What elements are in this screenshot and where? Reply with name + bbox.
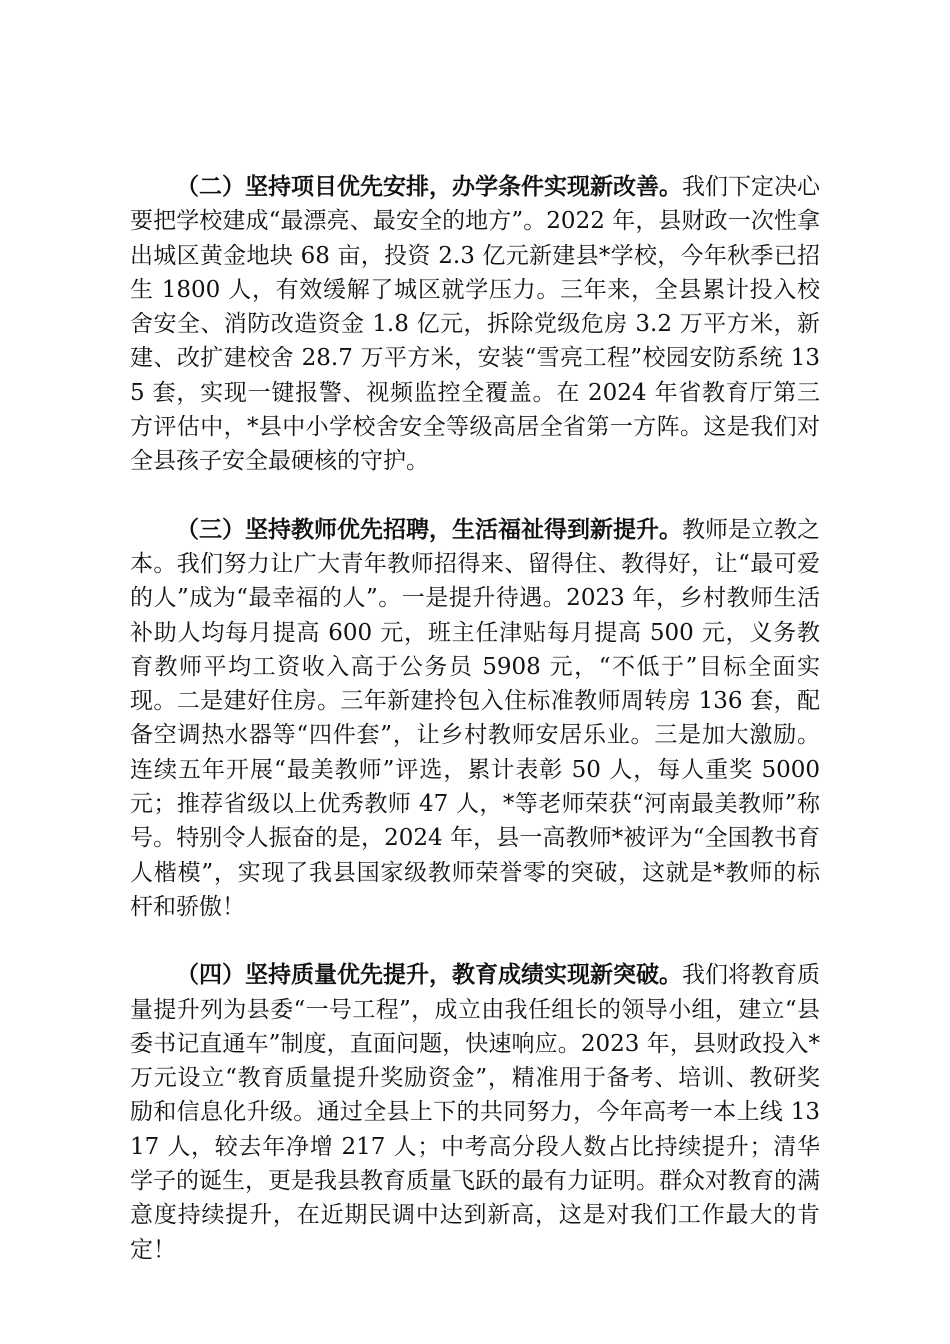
paragraph-body: 我们下定决心要把学校建成“最漂亮、最安全的地方”。2022 年，县财政一次性拿出城区黄金地块 68 亩，投资 2.3 亿元新建县*学校，今年秋季已招生 1800 人，有效缓解了城区就学压力。三年来，全县累计投入校舍安全、消防改造资金 1.8 亿元，拆除党级危房 3.2 万平方米，新建、改扩建校舍 28.7 万平方米，安装“雪亮工程”校园安防系统 135 套，实现一键报警、视频监控全覆盖。在 2024 年省教育厅第三方评估中，*县中小学校舍安全等级高居全省第一方阵。这是我们对全县孩子安全最硬核的守护。	[130, 174, 820, 475]
paragraph-teacher-priority	[130, 513, 820, 925]
paragraph-project-priority	[130, 170, 820, 479]
document-page	[130, 170, 820, 1267]
paragraph-heading: （三）坚持教师优先招聘，生活福祉得到新提升。	[176, 515, 682, 543]
paragraph-body: 我们将教育质量提升列为县委“一号工程”，成立由我任组长的领导小组，建立“县委书记直通车”制度，直面问题，快速响应。2023 年，县财政投入*万元设立“教育质量提升奖励资金”，精准用于备考、培训、教研奖励和信息化升级。通过全县上下的共同努力，今年高考一本上线 1317 人，较去年净增 217 人；中考高分段人数占比持续提升；清华学子的诞生，更是我县教育质量飞跃的最有力证明。群众对教育的满意度持续提升，在近期民调中达到新高，这是对我们工作最大的肯定！	[130, 962, 820, 1263]
paragraph-quality-priority	[130, 958, 820, 1267]
paragraph-heading: （二）坚持项目优先安排，办学条件实现新改善。	[176, 173, 682, 200]
paragraph-heading: （四）坚持质量优先提升，教育成绩实现新突破。	[176, 961, 682, 989]
paragraph-body: 教师是立教之本。我们努力让广大青年教师招得来、留得住、教得好，让“最可爱的人”成为“最幸福的人”。一是提升待遇。2023 年，乡村教师生活补助人均每月提高 600 元，班主任津贴每月提高 500 元，义务教育教师平均工资收入高于公务员 5908 元，“不低于”目标全面实现。二是建好住房。三年新建拎包入住标准教师周转房 136 套，配备空调热水器等“四件套”，让乡村教师安居乐业。三是加大激励。连续五年开展“最美教师”评选，累计表彰 50 人，每人重奖 5000 元；推荐省级以上优秀教师 47 人，*等老师荣获“河南最美教师”称号。特别令人振奋的是，2024 年，县一高教师*被评为“全国教书育人楷模”，实现了我县国家级教师荣誉零的突破，这就是*教师的标杆和骄傲！	[130, 516, 820, 920]
